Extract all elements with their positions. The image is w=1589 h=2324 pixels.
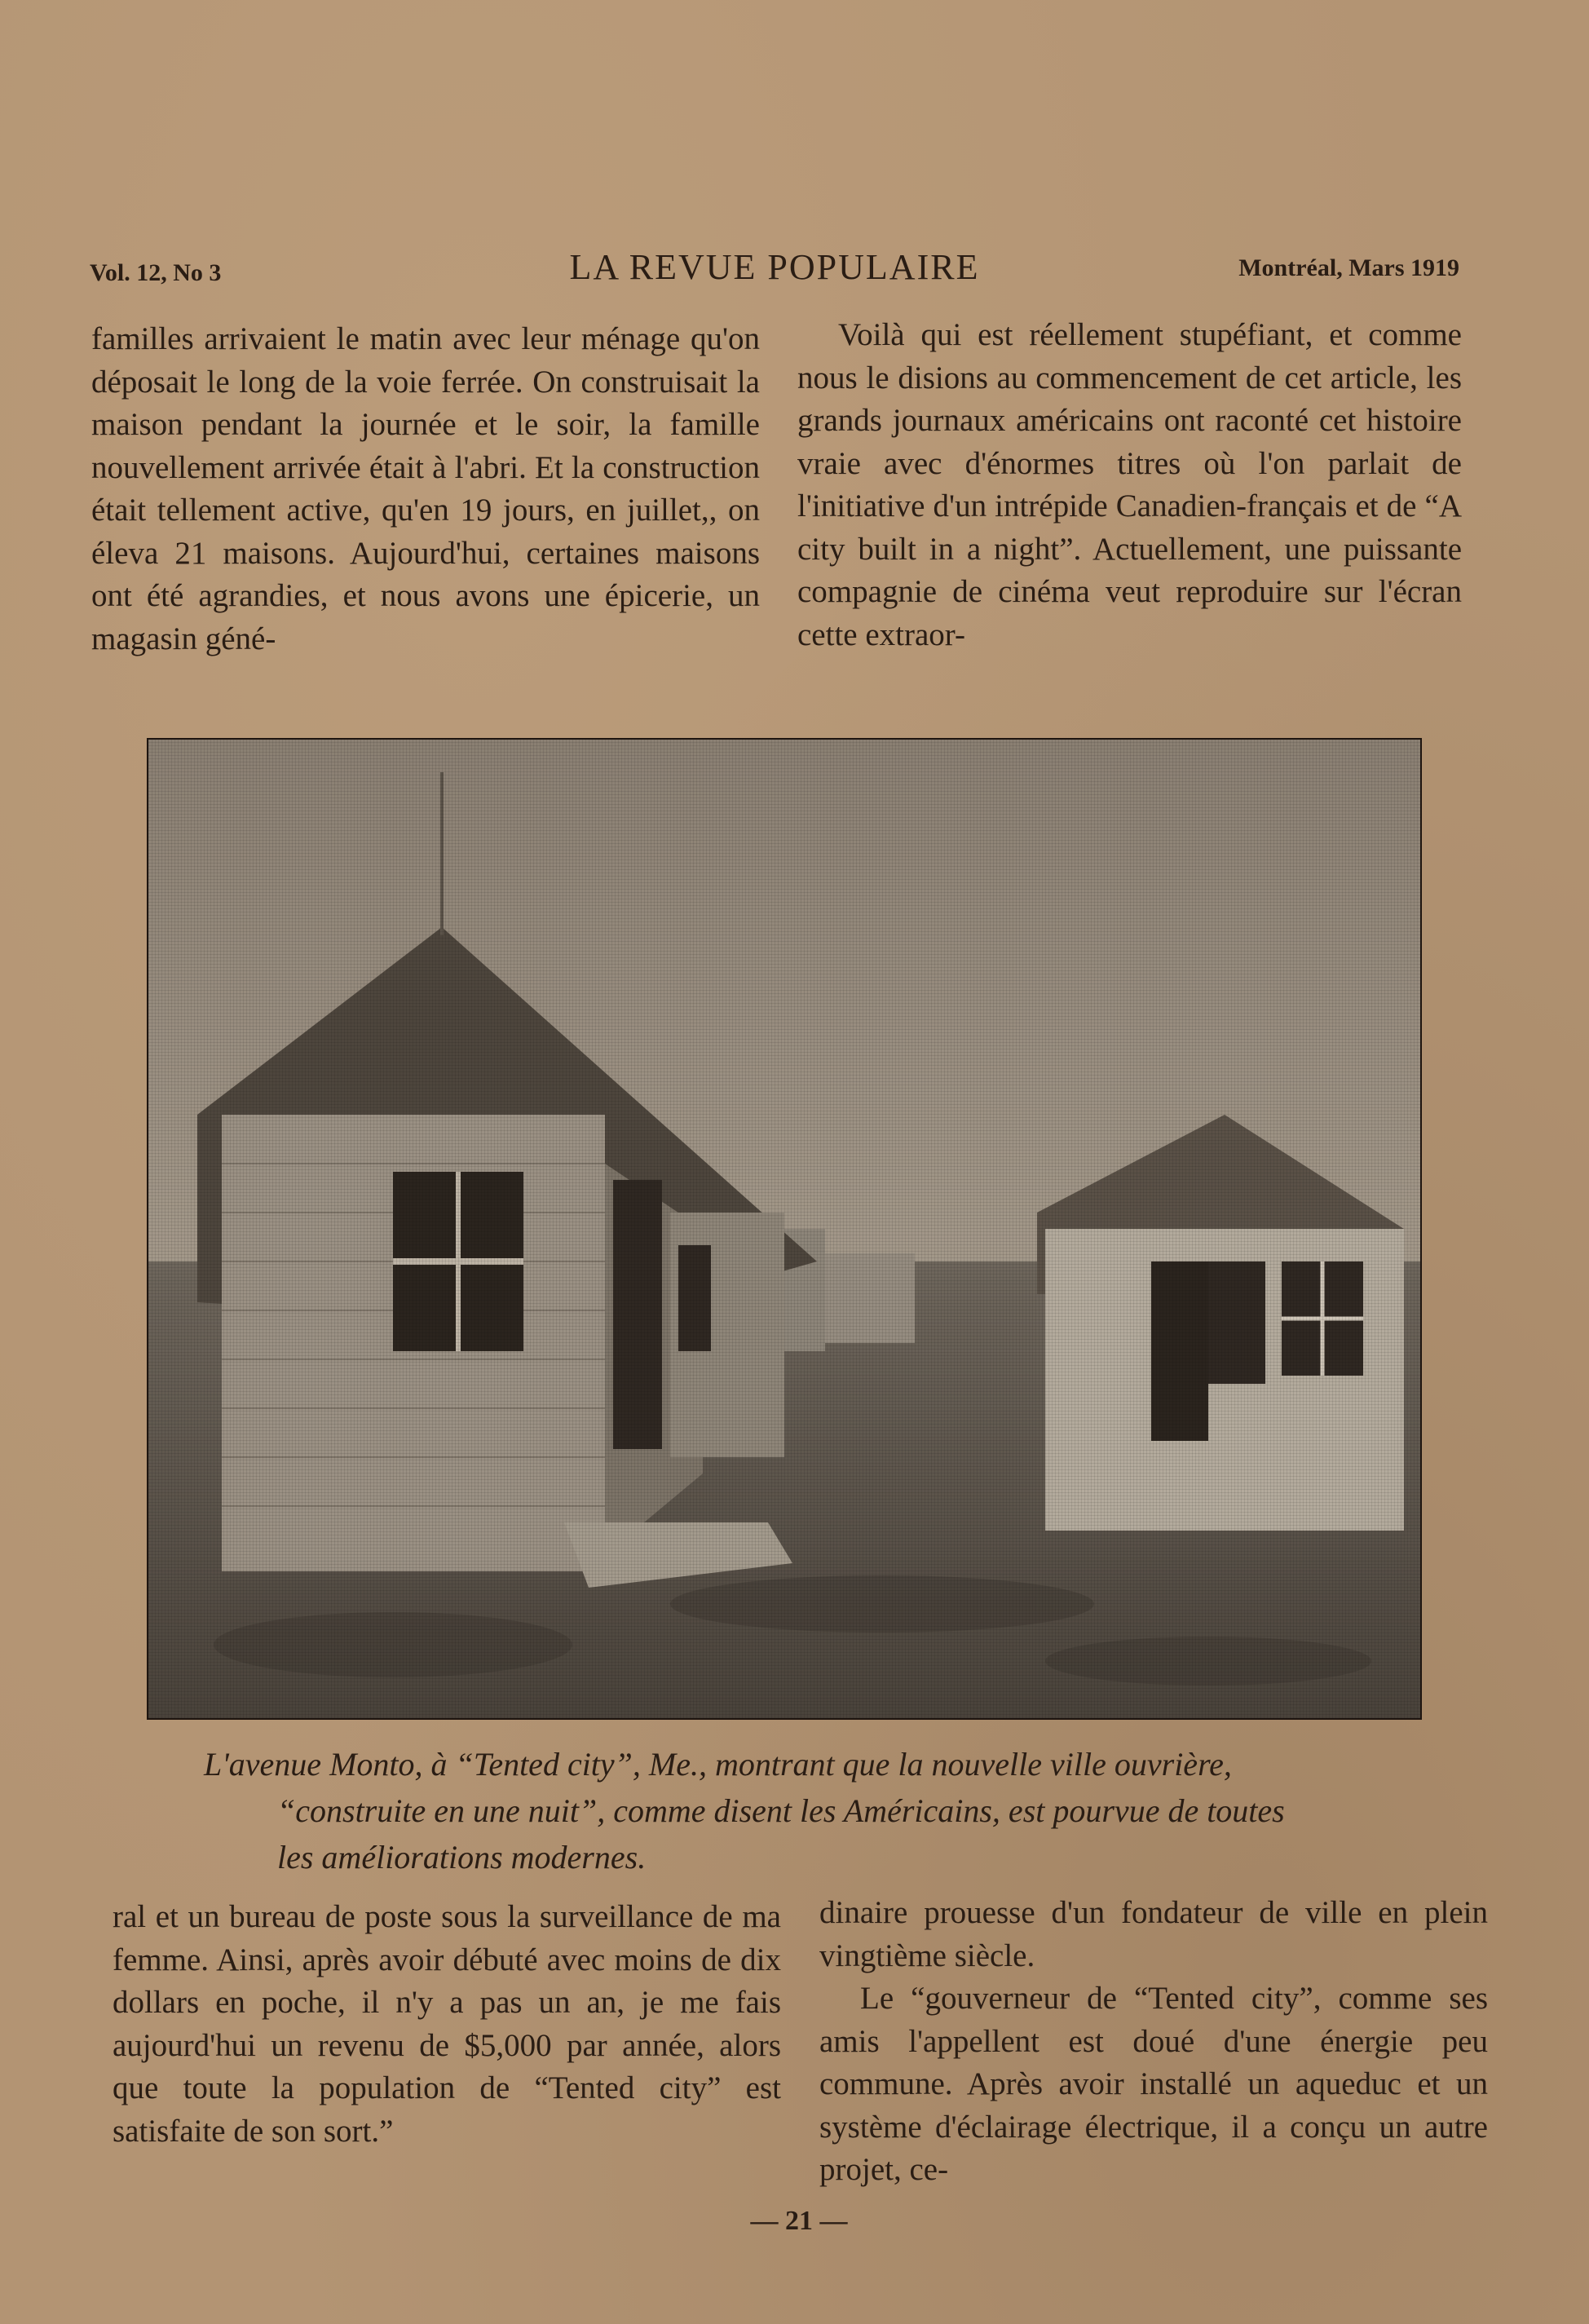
publication-title: LA REVUE POPULAIRE	[569, 247, 980, 287]
text-column-top-left	[91, 318, 760, 661]
street-photograph	[147, 738, 1422, 1720]
text-column-bottom-right	[819, 1892, 1488, 2192]
paragraph: Voilà qui est réellement stupéfiant, et comme nous le disions au commencement de cet article, les grands journaux américains ont raconté cet histoire vraie avec d'énormes titres où l'on parlait de l'initiative d'un intrépide Canadien-français et de “A city built in a night”. Actuellement, une puissante compagnie de cinéma veut reproduire sur l'écran cette extraor-	[797, 317, 1462, 652]
caption-line: “construite en une nuit”, comme disent les Américains, est pourvue de toutes	[277, 1792, 1285, 1829]
caption-line: les améliorations modernes.	[277, 1839, 647, 1876]
photo-caption	[204, 1741, 1476, 1880]
paragraph: familles arrivaient le matin avec leur ménage qu'on déposait le long de la voie ferrée. On construisait la maison pendant la journée et le soir, la famille nouvellement arrivée était à l'abri. Et la construction était tellement active, qu'en 19 jours, en juillet,, on éleva 21 maisons. Aujourd'hui, certaines maisons ont été agrandies, et nous avons une épicerie, un magasin géné-	[91, 321, 760, 656]
paragraph: ral et un bureau de poste sous la surveillance de ma femme. Ainsi, après avoir débuté avec moins de dix dollars en poche, il n'y a pas un an, je me fais aujourd'hui un revenu de $5,000 par année, alors que toute la population de “Tented city” est satisfaite de son sort.”	[113, 1899, 781, 2149]
caption-line: L'avenue Monto, à “Tented city”, Me., montrant que la nouvelle ville ouvrière,	[204, 1746, 1232, 1783]
text-column-top-right	[797, 314, 1462, 656]
running-header	[90, 245, 1459, 294]
volume-number: Vol. 12, No 3	[90, 259, 222, 286]
issue-date: Montréal, Mars 1919	[1238, 254, 1459, 281]
paragraph: dinaire prouesse d'un fondateur de ville en plein vingtième siècle.	[819, 1895, 1488, 1973]
text-column-bottom-left	[113, 1896, 781, 2153]
page-number: — 21 —	[750, 2206, 848, 2236]
paragraph: Le “gouverneur de “Tented city”, comme ses amis l'appellent est doué d'une énergie peu commune. Après avoir installé un aqueduc et un système d'éclairage électrique, il a conçu un autre projet, ce-	[819, 1981, 1488, 2187]
